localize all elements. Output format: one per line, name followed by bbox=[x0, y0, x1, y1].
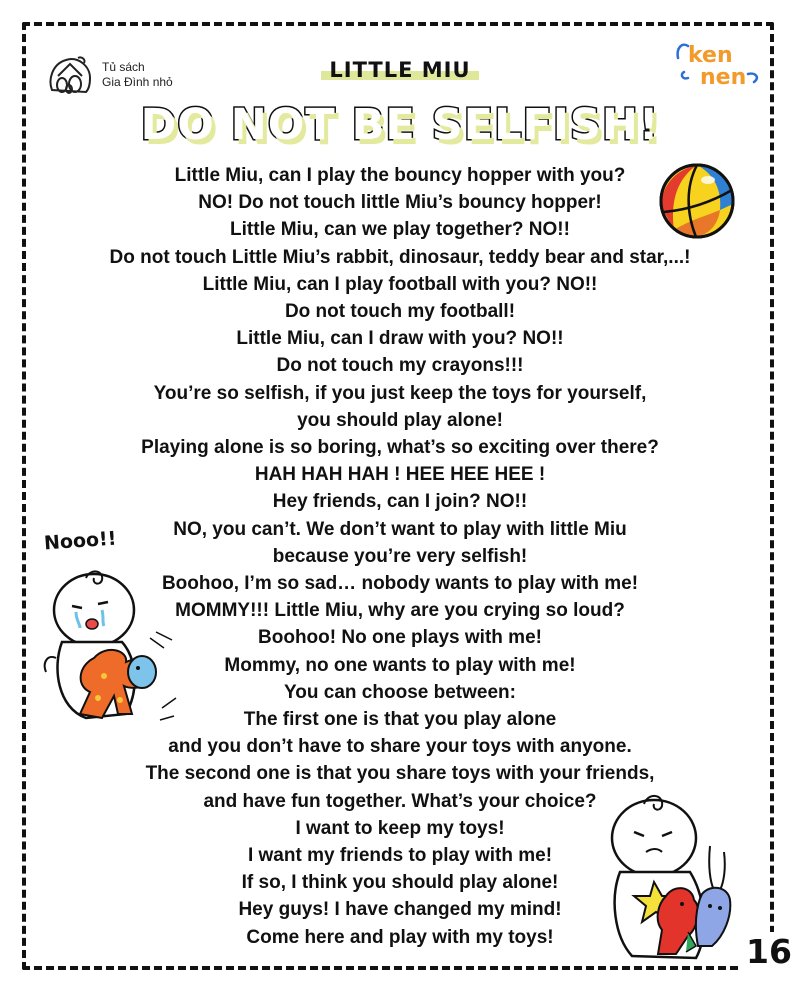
story-line: and you don’t have to share your toys with anyone. bbox=[168, 736, 632, 758]
story-line: The first one is that you play alone bbox=[243, 709, 557, 731]
story-line: I want to keep my toys! bbox=[295, 817, 505, 839]
story-line: Do not touch my crayons!!! bbox=[276, 355, 524, 377]
kennen-logo-icon bbox=[674, 38, 764, 90]
publisher-line2: Gia Đình nhỏ bbox=[102, 75, 173, 89]
story-line: Little Miu, can we play together? NO!! bbox=[230, 219, 570, 241]
story-line: Hey friends, can I join? NO!! bbox=[272, 491, 528, 513]
beach-ball-icon bbox=[656, 160, 738, 242]
nooo-exclamation: Nooo!! bbox=[43, 527, 118, 555]
story-line: Little Miu, can I draw with you? NO!! bbox=[236, 328, 564, 350]
story-line: Do not touch Little Miu’s rabbit, dinosaur, teddy bear and star,...! bbox=[109, 246, 691, 268]
story-line: I want my friends to play with me! bbox=[247, 845, 553, 867]
brand-line2: nen bbox=[700, 65, 747, 90]
story-line: Do not touch my football! bbox=[284, 301, 516, 323]
story-line: Playing alone is so boring, what’s so exciting over there? bbox=[141, 437, 659, 459]
story-line: because you’re very selfish! bbox=[272, 545, 528, 567]
story-line: Come here and play with my toys! bbox=[246, 926, 554, 948]
page-number: 16 bbox=[742, 932, 796, 971]
story-line: You’re so selfish, if you just keep the toys for yourself, bbox=[153, 382, 647, 404]
story-line: and have fun together. What’s your choice? bbox=[203, 790, 597, 812]
story-line: MOMMY!!! Little Miu, why are you crying so loud? bbox=[175, 600, 625, 622]
story-line: Hey guys! I have changed my mind! bbox=[238, 899, 562, 921]
story-line: If so, I think you should play alone! bbox=[241, 872, 559, 894]
story-line: you should play alone! bbox=[297, 409, 503, 431]
story-line: HAH HAH HAH ! HEE HEE HEE ! bbox=[254, 464, 546, 486]
story-line: Little Miu, can I play football with you? NO!! bbox=[202, 273, 598, 295]
story-line: The second one is that you share toys with your friends, bbox=[145, 763, 655, 785]
story-line: NO, you can’t. We don’t want to play with little Miu bbox=[173, 518, 627, 540]
story-line: You can choose between: bbox=[284, 681, 516, 703]
page-title-text: DO NOT BE SELFISH! bbox=[140, 100, 660, 150]
brand-line1: ken bbox=[688, 43, 733, 68]
story-line: Boohoo, I’m so sad… nobody wants to play with me! bbox=[161, 573, 639, 595]
story-line: Boohoo! No one plays with me! bbox=[258, 627, 542, 649]
story-line: Mommy, no one wants to play with me! bbox=[224, 654, 576, 676]
publisher-line1: Tủ sách bbox=[102, 60, 145, 74]
hugging-toys-baby-illustration bbox=[592, 786, 744, 966]
series-title-text: LITTLE MIU bbox=[321, 58, 478, 82]
page-title bbox=[0, 100, 800, 150]
crying-baby-illustration bbox=[32, 558, 182, 748]
story-line: NO! Do not touch little Miu’s bouncy hopper! bbox=[198, 192, 602, 214]
story-line: Little Miu, can I play the bouncy hopper with you? bbox=[174, 165, 626, 186]
